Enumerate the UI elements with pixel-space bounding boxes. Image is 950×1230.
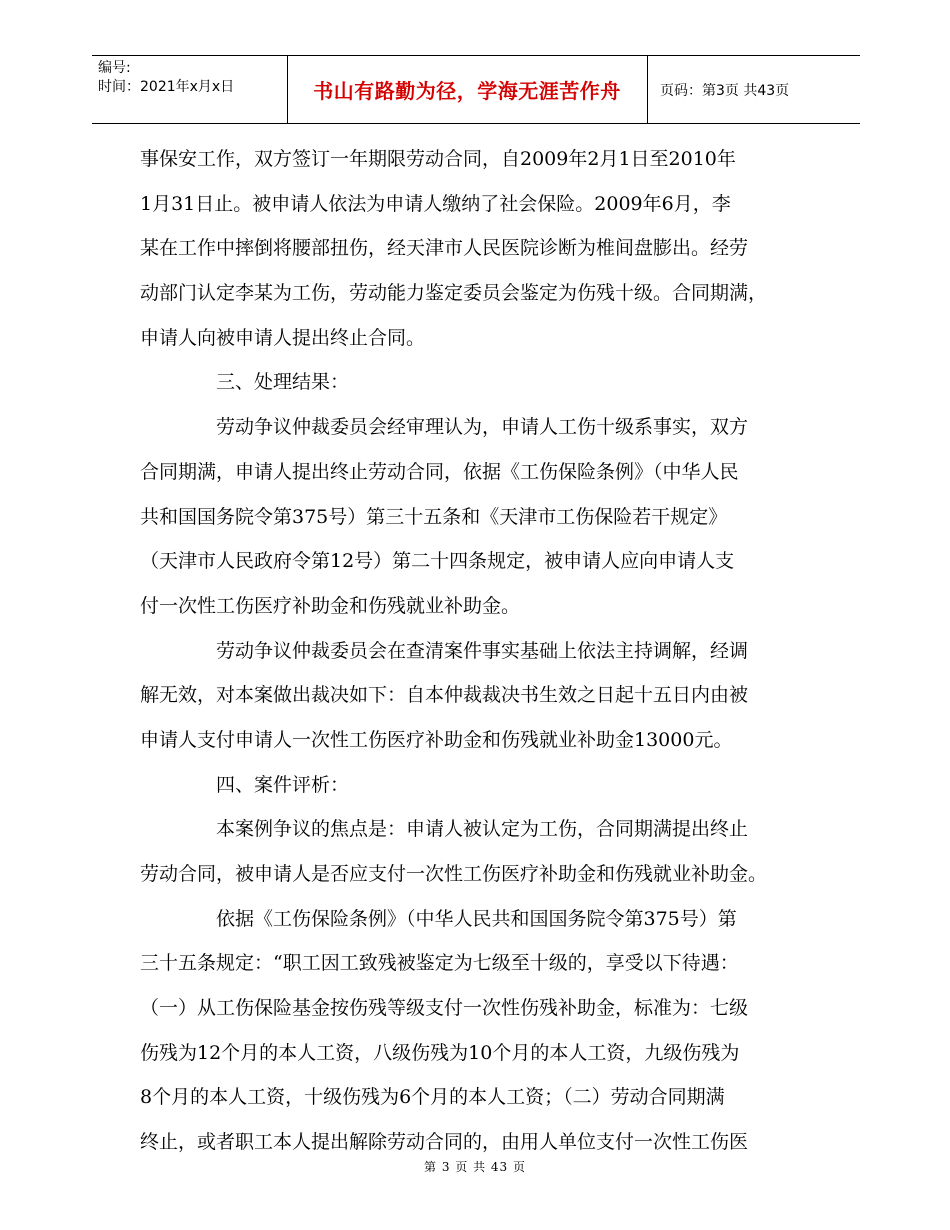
body-line: 依据《工伤保险条例》（中华人民共和国国务院令第375号）第 <box>216 907 737 930</box>
body-line: 动部门认定李某为工伤，劳动能力鉴定委员会鉴定为伤残十级。合同期满， <box>140 282 768 305</box>
document-body <box>140 137 830 1165</box>
body-line: 三十五条规定：“职工因工致残被鉴定为七级至十级的，享受以下待遇： <box>140 952 739 975</box>
header-motto: 书山有路勤为径，学海无涯苦作舟 <box>313 79 621 103</box>
body-line: （天津市人民政府令第12号）第二十四条规定，被申请人应向申请人支 <box>140 550 735 573</box>
body-line: 共和国国务院令第375号）第三十五条和《天津市工伤保险若干规定》 <box>140 505 728 528</box>
body-line: 四、案件评析： <box>216 773 350 796</box>
body-line: 劳动合同，被申请人是否应支付一次性工伤医疗补助金和伤残就业补助金。 <box>140 863 768 885</box>
body-line: 付一次性工伤医疗补助金和伤残就业补助金。 <box>140 594 521 617</box>
document-number-label: 编号: <box>98 60 131 76</box>
body-line: 三、处理结果： <box>216 371 350 394</box>
body-line: 合同期满，申请人提出终止劳动合同，依据《工伤保险条例》（中华人民 <box>140 460 739 483</box>
body-line: 申请人向被申请人提出终止合同。 <box>140 326 426 349</box>
body-line: 劳动争议仲裁委员会经审理认为，申请人工伤十级系事实，双方 <box>216 416 749 439</box>
header-meta <box>98 59 234 97</box>
body-line: （一）从工伤保险基金按伤残等级支付一次性伤残补助金，标准为：七级 <box>140 997 749 1020</box>
document-time: 时间：2021年x月x日 <box>98 79 235 95</box>
body-line: 1月31日止。被申请人依法为申请人缴纳了社会保险。2009年6月，李 <box>140 192 731 215</box>
body-line: 某在工作中摔倒将腰部扭伤，经天津市人民医院诊断为椎间盘膨出。经劳 <box>140 237 749 260</box>
body-line: 本案例争议的焦点是：申请人被认定为工伤，合同期满提出终止 <box>216 818 749 841</box>
body-line: 解无效，对本案做出裁决如下：自本仲裁裁决书生效之日起十五日内由被 <box>140 684 749 707</box>
body-line: 申请人支付申请人一次性工伤医疗补助金和伤残就业补助金13000元。 <box>140 728 733 751</box>
body-line: 伤残为12个月的本人工资，八级伤残为10个月的本人工资，九级伤残为 <box>140 1041 740 1064</box>
page-footer: 第 3 页 共 43 页 <box>424 1160 526 1174</box>
body-line: 终止，或者职工本人提出解除劳动合同的，由用人单位支付一次性工伤医 <box>140 1131 749 1154</box>
header-divider <box>647 56 648 123</box>
body-line: 劳动争议仲裁委员会在查清案件事实基础上依法主持调解，经调 <box>216 639 749 662</box>
body-line: 事保安工作，双方签订一年期限劳动合同，自2009年2月1日至2010年 <box>140 148 736 170</box>
body-line: 8个月的本人工资，十级伤残为6个月的本人工资；（二）劳动合同期满 <box>140 1086 725 1109</box>
header-page-info: 页码：第3页 共43页 <box>660 82 790 99</box>
page-header <box>92 55 860 124</box>
